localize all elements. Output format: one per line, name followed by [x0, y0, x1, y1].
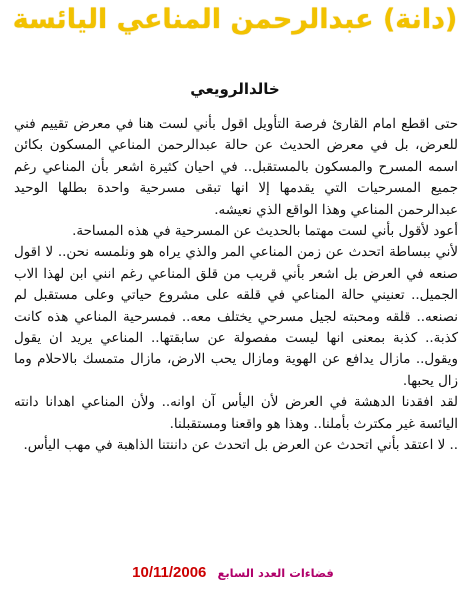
article-title: (دانة) عبدالرحمن المناعي اليائسة	[12, 4, 458, 35]
publication-footer	[108, 562, 358, 581]
paragraph: لأني ببساطة اتحدث عن زمن المناعي المر والذي يراه هو ونلمسه نحن.. لا اقول صنعه في العرض بل اشعر بأني قريب من قلق المناعي رغم انني ابن لهذا الاب الجميل.. تعنيني حالة المناعي في قلقه على مشروع حياتي وعلى مستقبل لم نصنعه.. قلقه ومحبته لجيل مسرحي يختلف معه.. فمسرحية المناعي هذه كانت كذبة.. كذبة بمعنى انها ليست مفصولة عن سابقتها.. المناعي يريد ان يقول ويقول.. مازال يدافع عن الهوية ومازال يحب الارض، مازال متمسك بالاحلام وما زال يحبها.	[14, 245, 458, 389]
paragraph: .. لا اعتقد بأني اتحدث عن العرض بل اتحدث عن داننتنا الذاهبة في مهب اليأس.	[23, 438, 458, 454]
paragraph: أعود لأقول بأني لست مهتما بالحديث عن المسرحية في هذه المساحة.	[72, 224, 458, 240]
article-body	[14, 114, 458, 457]
publication-label: فضاءات العدد السابع	[217, 566, 334, 580]
author-name: خالدالرويعي	[190, 80, 280, 98]
paragraph: حتى اقطع امام القارئ فرصة التأويل اقول بأني لست هنا في معرض تقييم فني للعرض، بل في معرض الحديث عن حالة عبدالرحمن المناعي المسكون بكائن اسمه المسرح والمسكون بالمستقبل.. في احيان كثيرة اشعر بأن المناعي رغم جميع المسرحيات التي يقدمها إلا انها تبقى مسرحية واحدة بطلها الوحيد عبدالرحمن المناعي وهذا الواقع الذي نعيشه.	[14, 117, 458, 218]
publication-date: 10/11/2006	[132, 564, 207, 581]
paragraph: لقد افقدنا الدهشة في العرض لأن اليأس آن اوانه.. ولأن المناعي اهدانا دانته اليائسة غير مكترث بأملنا.. وهذا هو واقعنا ومستقبلنا.	[14, 395, 458, 432]
